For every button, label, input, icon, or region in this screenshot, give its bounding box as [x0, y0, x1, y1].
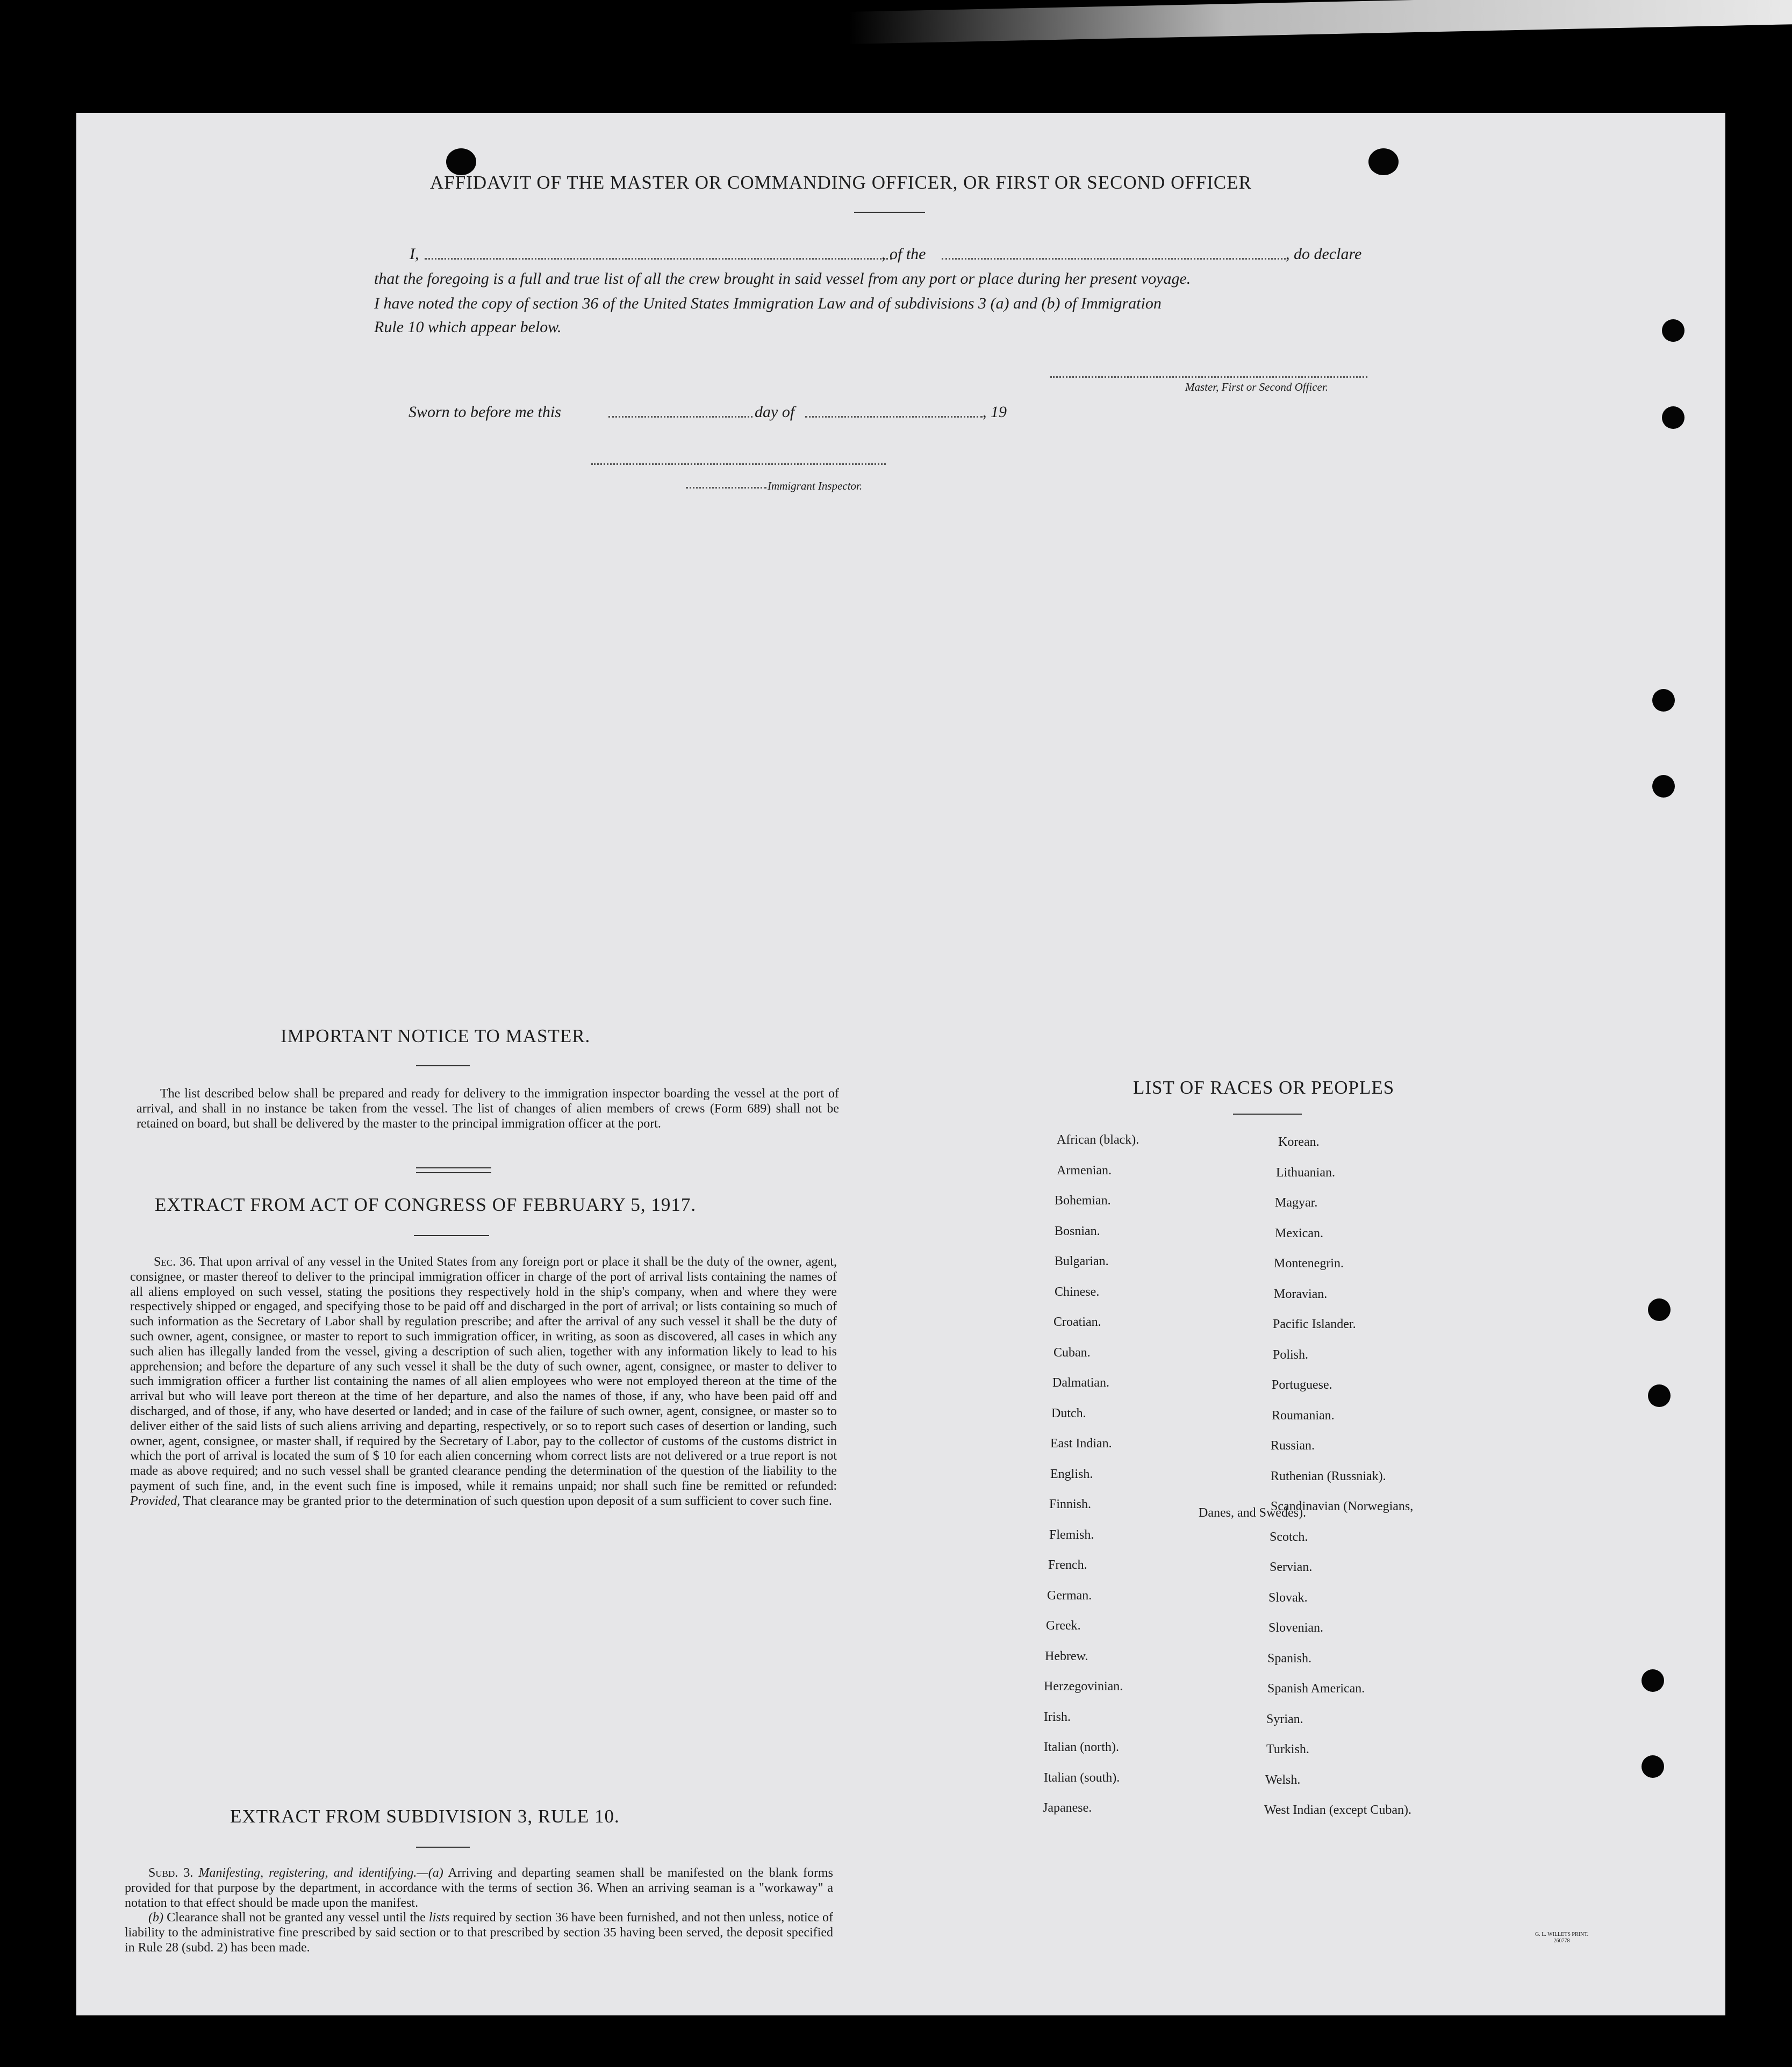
act-title: EXTRACT FROM ACT OF CONGRESS OF FEBRUARY 5, 1917.: [155, 1194, 697, 1215]
races-title: LIST OF RACES OR PEOPLES: [1133, 1077, 1395, 1098]
race-item: Finnish.: [1049, 1497, 1092, 1511]
race-item: Greek.: [1046, 1619, 1081, 1633]
form-page: [76, 113, 1725, 2015]
punch-hole: [1642, 1755, 1664, 1778]
sworn-day-blank[interactable]: [608, 416, 752, 418]
notice-paragraph: The list described below shall be prepared and ready for delivery to the immigration inspector boarding the vessel at the port of arrival, and shall in no instance be taken from the vessel. The list of changes of alien members of crews (Form 689) shall not be retained on board, but shall be delivered by the master to the principal immigration officer at the port.: [137, 1087, 839, 1131]
declare-label: , do declare: [1286, 245, 1362, 263]
affidavit-title: AFFIDAVIT OF THE MASTER OR COMMANDING OFFICER, OR FIRST OR SECOND OFFICER: [430, 172, 1252, 193]
race-item: Welsh.: [1265, 1772, 1301, 1787]
sworn-label: Sworn to before me this: [408, 403, 561, 421]
race-item: Mexican.: [1275, 1226, 1323, 1240]
subd-b-paragraph: [125, 1911, 833, 1955]
race-item: Scotch.: [1270, 1530, 1308, 1544]
act-rule: [414, 1235, 489, 1236]
punch-hole: [1642, 1669, 1664, 1692]
provided-label: Provided,: [130, 1494, 181, 1508]
subd-label: Subd. 3.: [148, 1866, 193, 1880]
race-item: Hebrew.: [1045, 1649, 1088, 1663]
declaration-line-4: Rule 10 which appear below.: [374, 318, 562, 336]
race-item: Dalmatian.: [1052, 1376, 1109, 1390]
race-item: Bohemian.: [1055, 1194, 1111, 1208]
race-item: Japanese.: [1043, 1801, 1092, 1815]
b-text-1: Clearance shall not be granted any vessel until the: [167, 1911, 426, 1925]
inspector-signature-line[interactable]: [591, 463, 886, 465]
act-paragraph: [130, 1255, 837, 1509]
race-item: Syrian.: [1266, 1712, 1303, 1726]
act-text: [130, 1255, 837, 1509]
race-item: German.: [1047, 1588, 1092, 1603]
races-rule: [1233, 1114, 1302, 1115]
punch-hole: [1662, 406, 1685, 429]
printer-name: G. L. WILLETS PRINT.: [1535, 1932, 1589, 1937]
race-item: English.: [1050, 1467, 1093, 1481]
race-item: Ruthenian (Russniak).: [1271, 1469, 1386, 1483]
punch-hole: [1368, 148, 1399, 175]
race-item: Cuban.: [1053, 1345, 1091, 1360]
punch-hole: [446, 148, 476, 175]
race-item: Pacific Islander.: [1273, 1317, 1356, 1331]
rule-text: [125, 1866, 833, 1956]
race-item: Chinese.: [1055, 1284, 1100, 1299]
b-lists: lists: [428, 1911, 450, 1925]
vessel-blank[interactable]: [942, 258, 1286, 260]
master-caption: Master, First or Second Officer.: [1185, 381, 1328, 393]
race-item: French.: [1048, 1558, 1087, 1572]
punch-hole: [1662, 319, 1685, 342]
declaration-line-2: that the foregoing is a full and true list of all the crew brought in said vessel from any port or place during her present voyage.: [374, 270, 1191, 288]
master-signature-line[interactable]: [1050, 376, 1367, 378]
race-item: Roumanian.: [1272, 1408, 1335, 1423]
title-rule: [854, 212, 925, 213]
declaration-line-3: I have noted the copy of section 36 of the United States Immigration Law and of subdivisions 3 (a) and (b) of Immigration: [374, 295, 1162, 312]
race-item: Italian (north).: [1044, 1740, 1119, 1754]
race-item: Herzegovinian.: [1044, 1680, 1123, 1693]
subd-a-paragraph: [125, 1866, 833, 1911]
section-divider: [416, 1167, 491, 1173]
race-item: Slovak.: [1268, 1590, 1308, 1605]
race-item: Servian.: [1270, 1560, 1313, 1574]
race-item: Korean.: [1278, 1135, 1320, 1149]
scan-glare: [849, 0, 1792, 44]
race-item: Spanish American.: [1267, 1682, 1365, 1696]
rule-rule: [416, 1847, 470, 1848]
race-item: Bulgarian.: [1055, 1254, 1109, 1268]
sworn-month-blank[interactable]: [805, 416, 983, 418]
i-label: I,: [410, 245, 419, 263]
race-item: Turkish.: [1266, 1742, 1309, 1756]
race-item: Magyar.: [1275, 1196, 1318, 1210]
race-item: Spanish.: [1267, 1651, 1312, 1666]
race-item: Lithuanian.: [1276, 1165, 1335, 1180]
b-text-2: required by section 36 have been furnished, and not then unless, notice of liability to the administrative fine prescribed by said section or to that prescribed by section 35 having been served, the deposit specified in Rule 28 (subd. 2) has been made.: [125, 1911, 834, 1955]
day-of-label: day of: [755, 403, 795, 421]
race-item: Armenian.: [1057, 1163, 1112, 1178]
rule-title: EXTRACT FROM SUBDIVISION 3, RULE 10.: [230, 1806, 620, 1827]
sec-label: Sec. 36.: [154, 1255, 196, 1269]
name-blank[interactable]: [425, 258, 892, 260]
race-item: East Indian.: [1050, 1437, 1112, 1451]
race-item: Italian (south).: [1044, 1770, 1120, 1785]
punch-hole: [1648, 1384, 1671, 1407]
race-continuation: Danes, and Swedes).: [1199, 1506, 1306, 1520]
punch-hole: [1648, 1298, 1671, 1321]
punch-hole: [1652, 689, 1675, 712]
inspector-short-line[interactable]: [686, 487, 766, 489]
subd-a-text: Arriving and departing seamen shall be manifested on the blank forms provided for that purpose by the department, in accordance with the terms of section 36. When an arriving seaman is a "workaway" a notation to that effect should be made upon the manifest.: [125, 1866, 834, 1910]
race-item: Croatian.: [1053, 1315, 1101, 1329]
b-label: (b): [148, 1911, 163, 1925]
inspector-caption: Immigrant Inspector.: [768, 479, 863, 492]
race-item: African (black).: [1057, 1133, 1139, 1147]
punch-hole: [1652, 775, 1675, 798]
of-the-label: , of the: [881, 245, 926, 263]
race-item: Dutch.: [1051, 1406, 1086, 1420]
race-item: West Indian (except Cuban).: [1264, 1803, 1411, 1817]
race-item: Portuguese.: [1272, 1378, 1332, 1392]
race-item: Russian.: [1271, 1439, 1315, 1453]
notice-rule: [416, 1065, 470, 1066]
notice-text: [137, 1087, 839, 1131]
race-item: Scandinavian (Norwegians,: [1271, 1499, 1414, 1513]
printer-number: 260778: [1553, 1938, 1570, 1944]
printer-stamp: [1535, 1932, 1588, 1944]
race-item: Moravian.: [1274, 1287, 1328, 1301]
race-item: Bosnian.: [1055, 1224, 1100, 1238]
race-item: Montenegrin.: [1274, 1257, 1344, 1271]
act-body: That upon arrival of any vessel in the United States from any foreign port or place it shall be the duty of the owner, agent, consignee, or master thereof to deliver to the principal immigration officer in charge of the port of arrival lists containing the names of all aliens employed on such vessel, stating the positions they respectively hold in the ship's company, when and where they were respectively shipped or engaged, and specifying those to be paid off and discharged in the port of arrival; or lists containing so much of such information as the Secretary of Labor shall by regulation prescribe; and after the arrival of any such vessel it shall be the duty of such owner, agent, consignee, or master to report to such immigration officer, in writing, as soon as discovered, all cases in which any such alien has illegally landed from the vessel, giving a description of such alien, together with any information likely to lead to his apprehension; and before the departure of any such vessel it shall be the duty of such owner, agent, consignee, or master to deliver to such immigration officer a further list containing the names of all alien employees who were not employed thereon at the time of the arrival but who will leave port thereon at the time of her departure, and also the names of those, if any, who have been paid off and discharged, and of those, if any, who have deserted or landed; and in case of the failure of such owner, agent, consignee, or master so to deliver either of the said lists of such aliens arriving and departing, respectively, or so to report such cases of desertion or landing, such owner, agent, consignee, or master shall, if required by the Secretary of Labor, pay to the collector of customs of the customs district in which the port of arrival is located the sum of $ 10 for each alien concerning whom correct lists are not delivered or a true report is not made as above required; and no such vessel shall be granted clearance pending the determination of the question of the liability to the payment of such fine, and, in the event such fine is imposed, while it remains unpaid; nor shall such fine be remitted or refunded:: [130, 1255, 837, 1493]
race-item: Irish.: [1044, 1710, 1071, 1724]
race-item: Flemish.: [1049, 1527, 1094, 1542]
subd-heading: Manifesting, registering, and identifying.—(a): [198, 1866, 443, 1880]
race-item: Slovenian.: [1268, 1621, 1323, 1635]
notice-title: IMPORTANT NOTICE TO MASTER.: [281, 1025, 591, 1046]
year-label: , 19: [983, 403, 1007, 421]
provided-text: That clearance may be granted prior to the determination of such question upon deposit of a sum sufficient to cover such fine.: [183, 1494, 832, 1508]
race-item: Polish.: [1273, 1347, 1309, 1362]
